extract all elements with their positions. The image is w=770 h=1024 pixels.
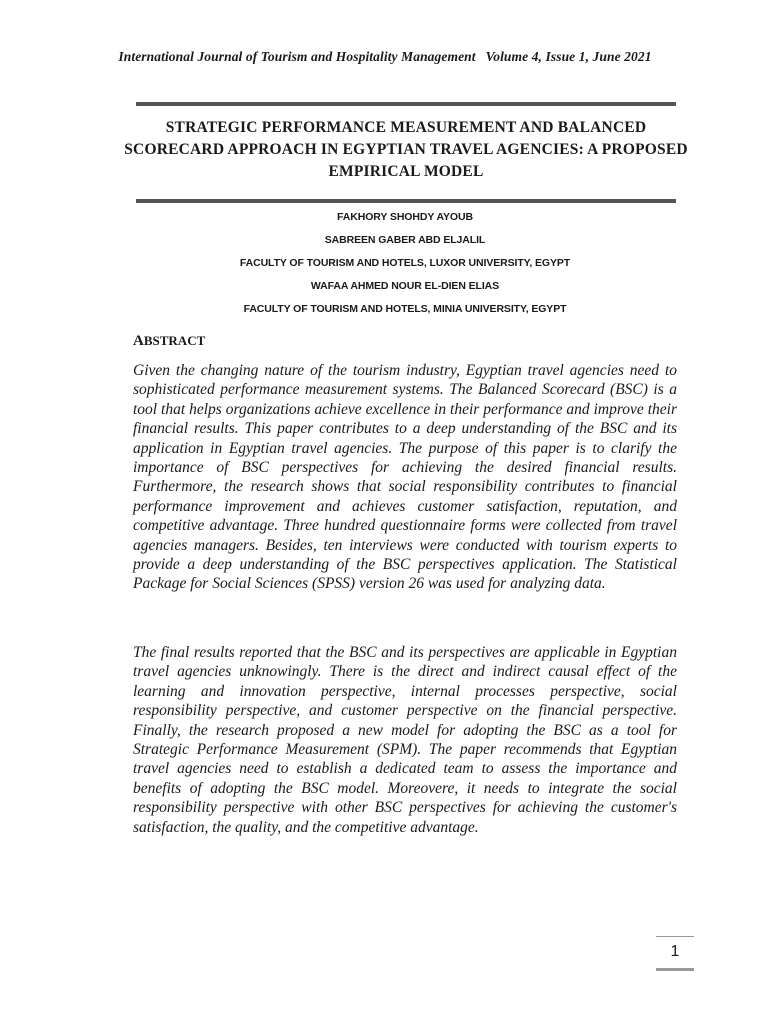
author-name: WAFAA AHMED NOUR EL-DIEN ELIAS	[310, 280, 500, 292]
title-rule-top	[136, 102, 676, 106]
author-name: SABREEN GABER ABD ELJALIL	[324, 234, 486, 246]
author-name: FAKHORY SHOHDY AYOUB	[337, 211, 473, 223]
journal-name: International Journal of Tourism and Hospitality Management	[118, 49, 476, 64]
author-block	[0, 206, 770, 321]
running-header	[0, 49, 770, 65]
paper-title: STRATEGIC PERFORMANCE MEASUREMENT AND BALANCED SCORECARD APPROACH IN EGYPTIAN TRAVEL AGENCIES: A PROPOSED EMPIRICAL MODEL	[124, 119, 688, 180]
author-affiliation: FACULTY OF TOURISM AND HOTELS, MINIA UNIVERSITY, EGYPT	[243, 303, 567, 315]
abstract-paragraph: Given the changing nature of the tourism industry, Egyptian travel agencies need to sophisticated performance measurement systems. The Balanced Scorecard (BSC) is a tool that helps organizations achieve excellence in their performance and improve their financial results. This paper contributes to a deep understanding of the BSC and its application in Egyptian travel agencies. The purpose of this paper is to clarify the importance of BSC perspectives for achieving the desired financial results. Furthermore, the research shows that social responsibility contributes to financial performance improvement and achieves customer satisfaction, reputation, and competitive advantage. Three hundred questionnaire forms were collected from travel agencies managers. Besides, ten interviews were conducted with tourism experts to provide a deep understanding of the BSC perspectives application. The Statistical Package for Social Sciences (SPSS) version 26 was used for analyzing data.	[133, 362, 677, 593]
journal-volume: Volume 4, Issue 1, June 2021	[485, 49, 652, 64]
abstract-heading-rest: BSTRACT	[143, 333, 206, 348]
author-affiliation: FACULTY OF TOURISM AND HOTELS, LUXOR UNIVERSITY, EGYPT	[239, 257, 571, 269]
abstract-heading	[133, 333, 205, 350]
abstract-paragraph: The final results reported that the BSC and its perspectives are applicable in Egyptian travel agencies unknowingly. There is the direct and indirect causal effect of the learning and innovation perspective, internal processes perspective, social responsibility perspective, and customer perspective on the financial perspective. Finally, the research proposed a new model for adopting the BSC as a tool for Strategic Performance Measurement (SPM). The paper recommends that Egyptian travel agencies need to establish a dedicated team to assess the importance and benefits of adopting the BSC model. Moreovere, it needs to integrate the social responsibility perspective with other BSC perspectives for achieving the customer's satisfaction, the quality, and the competitive advantage.	[133, 644, 677, 836]
title-rule-bottom	[136, 199, 676, 203]
page-number: 1	[656, 936, 694, 971]
abstract-heading-initial: A	[133, 333, 144, 349]
